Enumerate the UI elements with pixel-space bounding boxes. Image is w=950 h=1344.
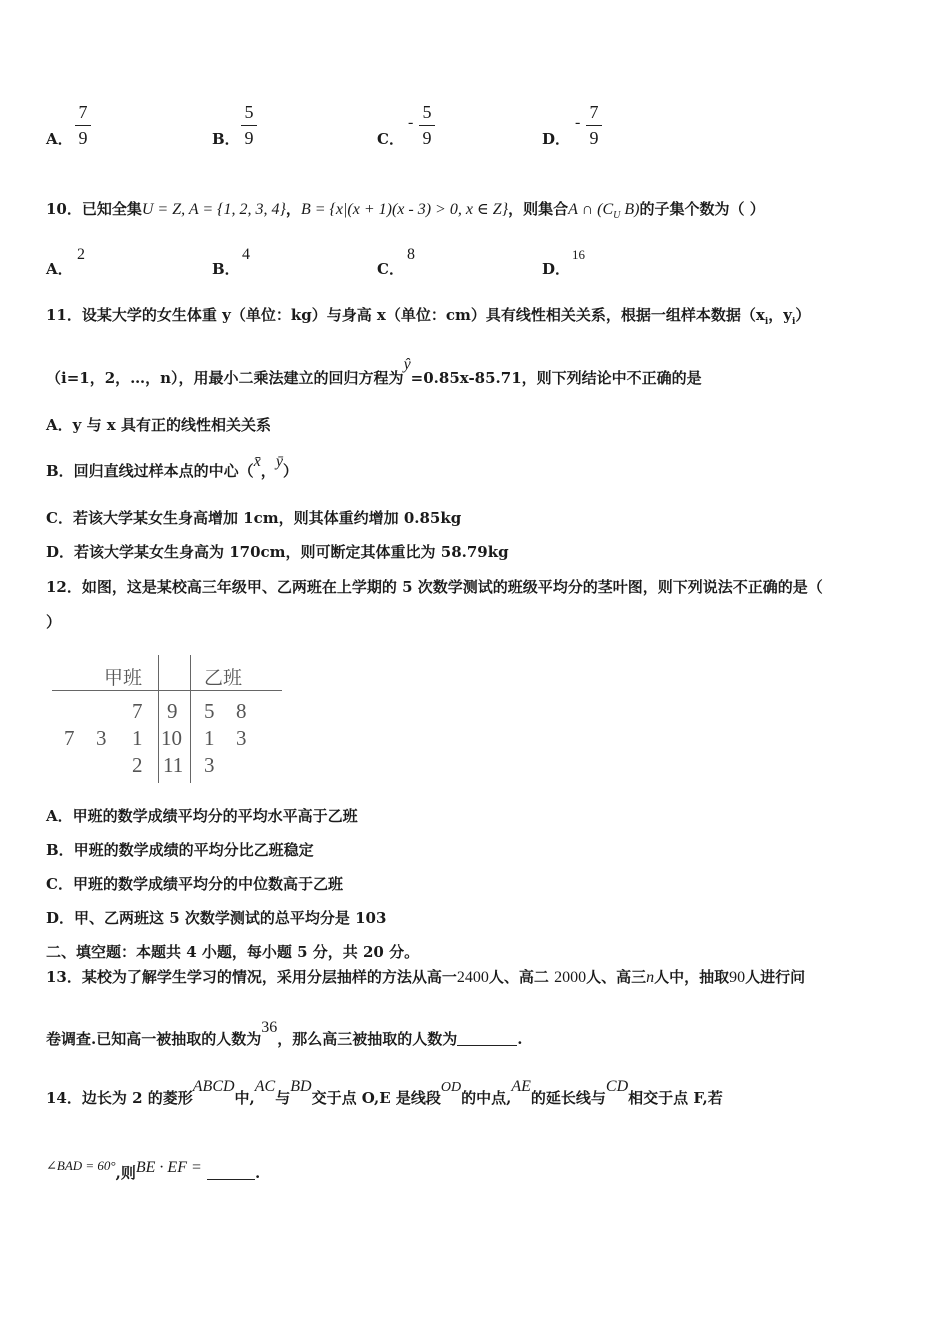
q10-option-d-label: D． xyxy=(542,260,571,278)
q13-end: . xyxy=(517,1030,523,1048)
q14-text-e: 的中点, xyxy=(461,1089,512,1107)
q14-line1 xyxy=(46,1078,723,1108)
q13-n1: 2400 xyxy=(456,969,489,986)
q10-option-a-value: 2 xyxy=(77,246,85,263)
q9-option-c-fraction xyxy=(419,102,435,149)
q9-option-b-fraction xyxy=(241,102,257,149)
stem-value: 9 xyxy=(167,699,178,723)
q10-sub-u: U xyxy=(613,210,621,221)
q9-b-den: 9 xyxy=(244,128,254,148)
leaf-left: 1 xyxy=(132,726,143,750)
q10-option-a-label: A． xyxy=(46,260,73,278)
q14-text-g: 相交于点 F,若 xyxy=(628,1089,723,1107)
q11-option-b-pre: B．回归直线过样本点的中心（ xyxy=(46,462,254,480)
stem-value: 11 xyxy=(163,753,184,777)
q11-sub-i1: i xyxy=(764,317,769,327)
q14-text-c: 与 xyxy=(275,1089,291,1107)
q14-text-a: 14．边长为 2 的菱形 xyxy=(46,1089,193,1107)
q10-stem xyxy=(46,198,765,221)
q9-option-c-label: C． xyxy=(377,130,404,148)
plot-left-header: 甲班 xyxy=(104,667,143,689)
q13-text-c: 人、高三 xyxy=(586,968,647,986)
q11-option-b xyxy=(46,453,298,481)
q9-option-a-label: A． xyxy=(46,130,73,148)
q11-yhat: ŷ xyxy=(403,356,411,373)
q12-option-d: D．甲、乙两班这 5 次数学测试的总平均分是 103 xyxy=(46,909,387,927)
q11-option-b-post: ） xyxy=(282,462,298,480)
q14-abcd: ABCD xyxy=(192,1078,235,1095)
stem-leaf-plot xyxy=(52,655,282,785)
q13-n5: 36 xyxy=(261,1019,278,1036)
q12-line2: ） xyxy=(46,613,62,631)
q9-d-num: 7 xyxy=(589,102,599,122)
q9-option-d-label: D． xyxy=(542,130,571,148)
q11-line1 xyxy=(46,304,810,327)
leaf-right: 8 xyxy=(236,699,247,723)
q9-option-d-fraction xyxy=(586,102,602,149)
leaf-left: 3 xyxy=(96,726,107,750)
q9-option-a-fraction xyxy=(75,102,91,149)
q14-ac: AC xyxy=(254,1078,276,1095)
q9-c-den: 9 xyxy=(422,128,432,148)
q13-text-d: 人中，抽取 xyxy=(654,968,730,986)
q14-angle: ∠BAD = 60° xyxy=(46,1158,116,1173)
leaf-left: 7 xyxy=(64,726,75,750)
q14-od: OD xyxy=(440,1080,462,1095)
plot-left-divider xyxy=(158,655,159,783)
q14-end: . xyxy=(255,1164,261,1182)
leaf-right: 3 xyxy=(204,753,215,777)
q10-set-ua: U = Z, A = {1, 2, 3, 4} xyxy=(141,201,286,218)
q11-mid1: ，y xyxy=(768,306,792,324)
q10-prefix: 10．已知全集 xyxy=(46,200,142,218)
q14-text-d: 交于点 O,E 是线段 xyxy=(311,1089,441,1107)
q13-n3: n xyxy=(646,969,655,986)
plot-right-divider xyxy=(190,655,191,783)
q10-set-b: B = {x|(x + 1)(x - 3) > 0, x ∈ Z} xyxy=(300,201,509,218)
q14-bd: BD xyxy=(290,1078,312,1095)
q11-line2 xyxy=(46,356,702,388)
leaf-right: 5 xyxy=(204,699,215,723)
q14-answer-blank[interactable] xyxy=(207,1165,255,1180)
section-heading: 二、填空题：本题共 4 小题，每小题 5 分，共 20 分。 xyxy=(46,943,420,961)
q14-text-h: ,则 xyxy=(115,1164,136,1182)
q13-text-g: ，那么高三被抽取的人数为 xyxy=(277,1030,458,1048)
q10-expr: A ∩ (C xyxy=(568,201,614,218)
q10-comma: ， xyxy=(285,200,301,218)
q13-text-b: 人、高二 xyxy=(488,968,555,986)
q14-line2 xyxy=(46,1158,261,1183)
q10-suffix: 的子集个数为（ ） xyxy=(639,200,765,218)
q12-option-b: B．甲班的数学成绩的平均分比乙班稳定 xyxy=(46,841,314,859)
q9-b-num: 5 xyxy=(244,102,254,122)
q10-option-b-label: B． xyxy=(212,260,240,278)
q10-expr-end: B) xyxy=(620,201,640,218)
leaf-left: 2 xyxy=(132,753,143,777)
q11-sub-i2: i xyxy=(791,317,796,327)
q14-dot-product: BE · EF = xyxy=(135,1159,202,1176)
q11-option-b-mid: ， xyxy=(260,462,276,480)
q10-option-d-value: 16 xyxy=(572,247,585,262)
q11-xbar: x̄ xyxy=(253,453,261,470)
q14-cd: CD xyxy=(605,1078,629,1095)
q9-d-den: 9 xyxy=(589,128,599,148)
q11-end1: ） xyxy=(795,306,811,324)
q11-ybar: ȳ xyxy=(275,453,283,470)
plot-right-header: 乙班 xyxy=(204,667,243,689)
q13-line2 xyxy=(46,1019,523,1049)
q14-ae: AE xyxy=(511,1078,531,1095)
q11-option-a: A．y 与 x 具有正的线性相关关系 xyxy=(46,416,271,434)
q9-a-den: 9 xyxy=(78,128,88,148)
q9-d-sign: - xyxy=(575,114,581,131)
q13-answer-blank[interactable] xyxy=(457,1031,517,1046)
q12-option-a: A．甲班的数学成绩平均分的平均水平高于乙班 xyxy=(46,807,358,825)
q9-option-b-label: B． xyxy=(212,130,240,148)
q10-option-c-label: C． xyxy=(377,260,404,278)
q9-a-num: 7 xyxy=(78,102,88,122)
leaf-right: 1 xyxy=(204,726,215,750)
q13-text-f: 卷调查.已知高一被抽取的人数为 xyxy=(46,1030,262,1048)
q10-mid: ，则集合 xyxy=(508,200,569,218)
q11-line2-post: =0.85x-85.71，则下列结论中不正确的是 xyxy=(410,369,702,387)
q14-text-b: 中, xyxy=(234,1089,255,1107)
q11-option-d: D．若该大学某女生身高为 170cm，则可断定其体重比为 58.79kg xyxy=(46,543,509,561)
stem-value: 10 xyxy=(161,726,182,750)
q11-option-c: C．若该大学某女生身高增加 1cm，则其体重约增加 0.85kg xyxy=(46,509,462,527)
q12-option-c: C．甲班的数学成绩平均分的中位数高于乙班 xyxy=(46,875,343,893)
plot-header-rule xyxy=(52,690,282,691)
q13-text-e: 人进行问 xyxy=(745,968,806,986)
q14-text-f: 的延长线与 xyxy=(530,1089,606,1107)
q10-option-b-value: 4 xyxy=(242,246,250,263)
q12-line1: 12．如图，这是某校高三年级甲、乙两班在上学期的 5 次数学测试的班级平均分的茎叶图，则下列说法不正确的是（ xyxy=(46,578,823,596)
leaf-right: 3 xyxy=(236,726,247,750)
q13-text-a: 13．某校为了解学生学习的情况，采用分层抽样的方法从高一 xyxy=(46,968,457,986)
q9-c-sign: - xyxy=(408,114,414,131)
q13-line1 xyxy=(46,966,805,987)
q11-line2-pre: （i=1，2，…，n），用最小二乘法建立的回归方程为 xyxy=(46,369,404,387)
q13-n2: 2000 xyxy=(554,969,587,986)
q13-n4: 90 xyxy=(729,969,746,986)
q9-c-num: 5 xyxy=(422,102,432,122)
q10-option-c-value: 8 xyxy=(407,246,415,263)
leaf-left: 7 xyxy=(132,699,143,723)
q11-line1-text: 11．设某大学的女生体重 y（单位：kg）与身高 x（单位：cm）具有线性相关关系，根据一组样本数据（x xyxy=(46,306,765,324)
